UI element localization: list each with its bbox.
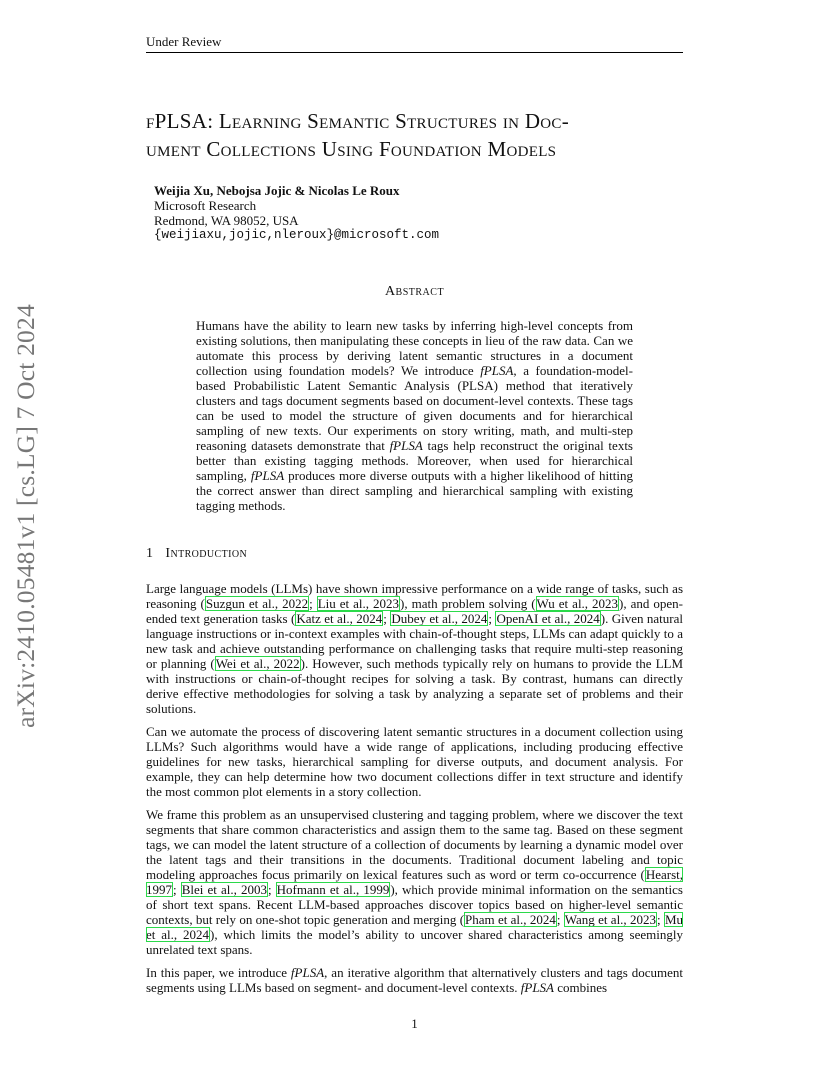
- citation-link[interactable]: Katz et al., 2024: [296, 611, 383, 626]
- citation-link[interactable]: OpenAI et al., 2024: [496, 611, 600, 626]
- section-number: 1: [146, 546, 154, 561]
- citation-link[interactable]: Mu et al., 2024: [146, 912, 683, 942]
- paragraph-1: Large language models (LLMs) have shown impressive performance on a wide range of tasks, such as reasoning (Suzgun et al., 2022; Liu et al., 2023), math problem solving (Wu et al., 2023), and open-ended text generation tasks (Katz et al., 2024; Dubey et al., 2024; OpenAI et al., 2024). Given natural language instructions or in-context examples with chain-of-thought steps, LLMs can adapt quickly to a new task and achieve outstanding performance on challenging tasks that require multi-step reasoning or planning (Wei et al., 2022). However, such methods typically rely on humans to provide the LLM with instructions or chain-of-thought recipes for solving a task. By contrast, humans can directly derive effective methodologies for solving a task by analyzing a separate set of problems and their solutions.: [146, 581, 684, 716]
- header-rule: [146, 52, 683, 53]
- citation-link[interactable]: Wu et al., 2023: [536, 596, 619, 611]
- author-address: Redmond, WA 98052, USA: [154, 213, 299, 228]
- author-affiliation: Microsoft Research: [154, 198, 257, 213]
- abstract-text: Humans have the ability to learn new tasks by inferring high-level concepts from existing solutions, then manipulating these concepts in lieu of the raw data. Can we automate this process by deriving latent semantic structures in a document collection using foundation models? We introduce fPLSA, a foundation-model-based Probabilistic Latent Semantic Analysis (PLSA) method that iteratively clusters and tags document segments based on document-level contexts. These tags can be used to model the structure of given documents and for hierarchical sampling of new texts. Our experiments on story writing, math, and multi-step reasoning datasets demonstrate that fPLSA tags help reconstruct the original texts better than existing tagging methods. Moreover, when used for hierarchical sampling, fPLSA produces more diverse outputs with a higher likelihood of hitting the correct answer than direct sampling and hierarchical sampling with existing tagging methods.: [196, 318, 633, 513]
- paragraph-4: In this paper, we introduce fPLSA, an iterative algorithm that alternatively clusters and tags document segments using LLMs based on segment- and document-level contexts. fPLSA combines: [146, 965, 683, 995]
- paragraph-3: We frame this problem as an unsupervised clustering and tagging problem, where we discover the text segments that share common characteristics and assign them to the same tag. Based on these segment tags, we can model the latent structure of a collection of documents by learning a dynamic model over the latent tags and their transitions in the documents. Traditional document labeling and topic modeling approaches focus primarily on lexical features such as word or term co-occurrence (Hearst, 1997; Blei et al., 2003; Hofmann et al., 1999), which provide minimal information on the semantics of short text spans. Recent LLM-based approaches discover topics based on higher-level semantic contexts, but rely on one-shot topic generation and merging (Pham et al., 2024; Wang et al., 2023; Mu et al., 2024), which limits the model’s ability to uncover shared characteristics among seemingly unrelated text spans.: [146, 807, 683, 957]
- citation-link[interactable]: Wei et al., 2022: [215, 656, 300, 671]
- citation-link[interactable]: Blei et al., 2003: [181, 882, 267, 897]
- arxiv-identifier-text: arXiv:2410.05481v1 [cs.LG] 7 Oct 2024: [11, 304, 40, 728]
- author-email: {weijiaxu,jojic,nleroux}@microsoft.com: [154, 228, 440, 242]
- paragraph-2: Can we automate the process of discovering latent semantic structures in a document collection using LLMs? Such algorithms would have a wide range of applications, including producing effective guidelines for new tasks, hierarchical sampling for diverse outputs, and document analysis. For example, they can help determine how two document collections differ in text structure and identify the most common plot elements in a story collection.: [146, 724, 683, 799]
- citation-link[interactable]: Hearst, 1997: [146, 867, 683, 897]
- page-number: 1: [411, 1016, 418, 1031]
- running-header: Under Review: [146, 34, 222, 49]
- citation-link[interactable]: Hofmann et al., 1999: [276, 882, 390, 897]
- abstract-heading: Abstract: [384, 284, 445, 299]
- author-block: [154, 183, 439, 243]
- paper-title-line2: ument Collections Using Foundation Models: [146, 137, 557, 161]
- paper-title-line1: fPLSA: Learning Semantic Structures in Doc-: [146, 109, 570, 133]
- body-text: [146, 581, 683, 1003]
- citation-link[interactable]: Wang et al., 2023: [564, 912, 656, 927]
- paper-title: [146, 107, 706, 163]
- citation-link[interactable]: Pham et al., 2024: [465, 912, 556, 927]
- author-names: Weijia Xu, Nebojsa Jojic & Nicolas Le Roux: [154, 183, 400, 198]
- section-heading-introduction: [146, 546, 247, 562]
- citation-link[interactable]: Dubey et al., 2024: [391, 611, 488, 626]
- arxiv-identifier: [4, 296, 48, 736]
- section-title: Introduction: [165, 546, 248, 561]
- citation-link[interactable]: Suzgun et al., 2022: [205, 596, 309, 611]
- citation-link[interactable]: Liu et al., 2023: [317, 596, 400, 611]
